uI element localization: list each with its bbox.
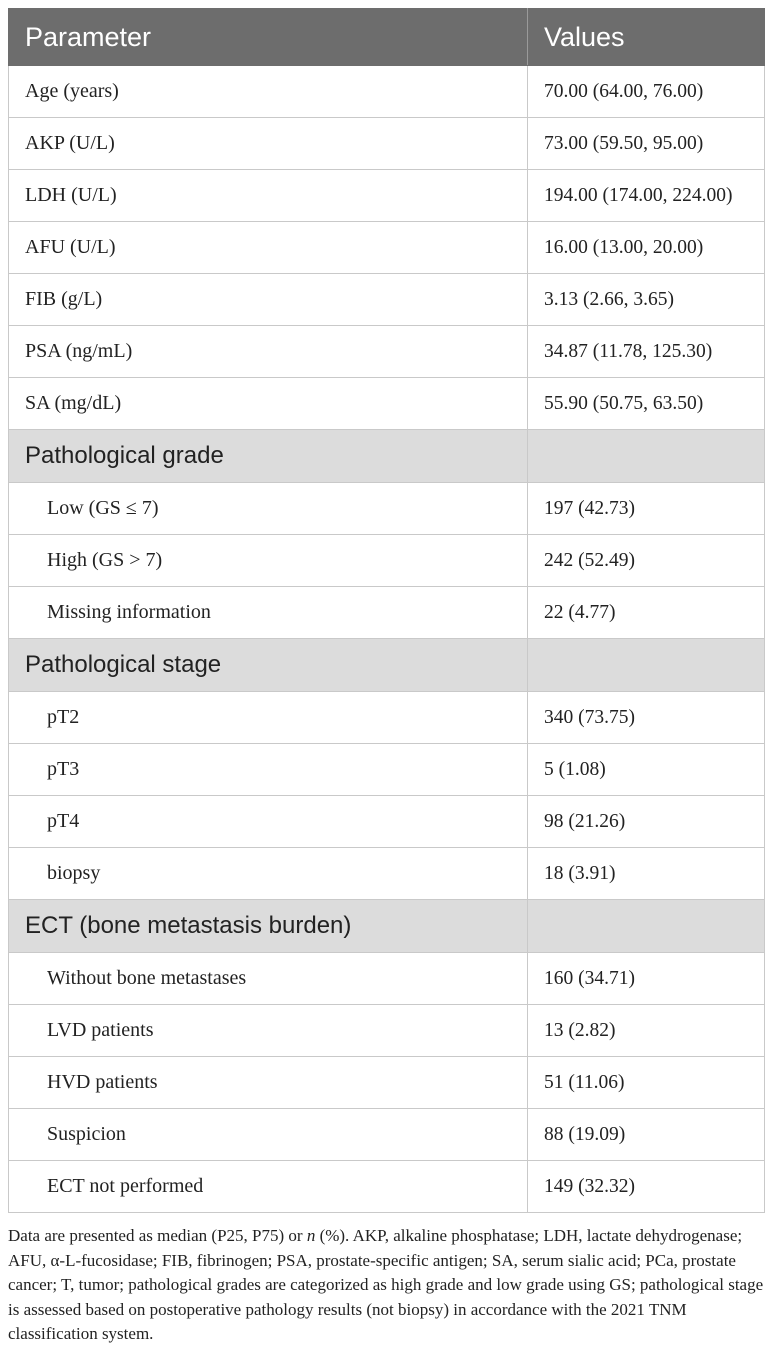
table-row: [9, 118, 765, 170]
table-row: [9, 587, 765, 639]
table-footnote: [8, 1224, 764, 1347]
value-cell: 13 (2.82): [528, 1005, 765, 1057]
parameter-cell: AKP (U/L): [9, 118, 528, 170]
value-cell: 340 (73.75): [528, 692, 765, 744]
parameter-cell: High (GS > 7): [9, 535, 528, 587]
section-row: [9, 900, 765, 953]
table-body: [9, 66, 765, 1213]
value-cell: 51 (11.06): [528, 1057, 765, 1109]
value-cell: 5 (1.08): [528, 744, 765, 796]
table-row: [9, 796, 765, 848]
table-row: [9, 170, 765, 222]
table-row: [9, 1005, 765, 1057]
table-row: [9, 274, 765, 326]
section-empty-cell: [528, 430, 765, 483]
table-row: [9, 378, 765, 430]
table-container: [8, 8, 764, 1213]
value-cell: 22 (4.77): [528, 587, 765, 639]
header-parameter: Parameter: [9, 9, 528, 66]
section-row: [9, 430, 765, 483]
table-row: [9, 1057, 765, 1109]
parameter-cell: Low (GS ≤ 7): [9, 483, 528, 535]
table-row: [9, 326, 765, 378]
parameter-cell: LVD patients: [9, 1005, 528, 1057]
parameter-cell: Missing information: [9, 587, 528, 639]
table-header-row: [9, 9, 765, 66]
value-cell: 3.13 (2.66, 3.65): [528, 274, 765, 326]
value-cell: 160 (34.71): [528, 953, 765, 1005]
section-empty-cell: [528, 639, 765, 692]
table-row: [9, 848, 765, 900]
value-cell: 73.00 (59.50, 95.00): [528, 118, 765, 170]
value-cell: 194.00 (174.00, 224.00): [528, 170, 765, 222]
parameter-cell: Without bone metastases: [9, 953, 528, 1005]
header-values: Values: [528, 9, 765, 66]
footnote-text-start: Data are presented as median (P25, P75) or: [8, 1226, 307, 1245]
parameter-cell: FIB (g/L): [9, 274, 528, 326]
parameter-cell: pT2: [9, 692, 528, 744]
parameter-cell: Suspicion: [9, 1109, 528, 1161]
value-cell: 70.00 (64.00, 76.00): [528, 66, 765, 118]
table-row: [9, 744, 765, 796]
table-row: [9, 66, 765, 118]
value-cell: 88 (19.09): [528, 1109, 765, 1161]
parameter-cell: PSA (ng/mL): [9, 326, 528, 378]
table-row: [9, 222, 765, 274]
footnote-italic-n: n: [306, 1226, 316, 1245]
parameter-cell: biopsy: [9, 848, 528, 900]
value-cell: 55.90 (50.75, 63.50): [528, 378, 765, 430]
parameter-cell: Age (years): [9, 66, 528, 118]
parameter-cell: pT4: [9, 796, 528, 848]
parameter-cell: SA (mg/dL): [9, 378, 528, 430]
table-row: [9, 1109, 765, 1161]
parameter-cell: HVD patients: [9, 1057, 528, 1109]
value-cell: 18 (3.91): [528, 848, 765, 900]
value-cell: 98 (21.26): [528, 796, 765, 848]
value-cell: 34.87 (11.78, 125.30): [528, 326, 765, 378]
table-row: [9, 1161, 765, 1213]
section-row: [9, 639, 765, 692]
parameter-cell: ECT not performed: [9, 1161, 528, 1213]
section-empty-cell: [528, 900, 765, 953]
footnote-text-end: (%). AKP, alkaline phosphatase; LDH, lactate dehydrogenase; AFU, α-L-fucosidase; FIB, fibrinogen; PSA, prostate-specific antigen; SA, serum sialic acid; PCa, prostate cancer; T, tumor; pathological grades are categorized as high grade and low grade using GS; pathological stage is assessed based on postoperative pathology results (not biopsy) in accordance with the 2021 TNM classification system.: [8, 1226, 764, 1343]
table-row: [9, 692, 765, 744]
value-cell: 197 (42.73): [528, 483, 765, 535]
value-cell: 242 (52.49): [528, 535, 765, 587]
section-title: Pathological grade: [9, 430, 528, 483]
table-row: [9, 483, 765, 535]
value-cell: 16.00 (13.00, 20.00): [528, 222, 765, 274]
table-row: [9, 953, 765, 1005]
table-row: [9, 535, 765, 587]
section-title: Pathological stage: [9, 639, 528, 692]
parameter-cell: pT3: [9, 744, 528, 796]
section-title: ECT (bone metastasis burden): [9, 900, 528, 953]
parameter-cell: AFU (U/L): [9, 222, 528, 274]
parameter-cell: LDH (U/L): [9, 170, 528, 222]
value-cell: 149 (32.32): [528, 1161, 765, 1213]
data-table: [8, 8, 765, 1213]
